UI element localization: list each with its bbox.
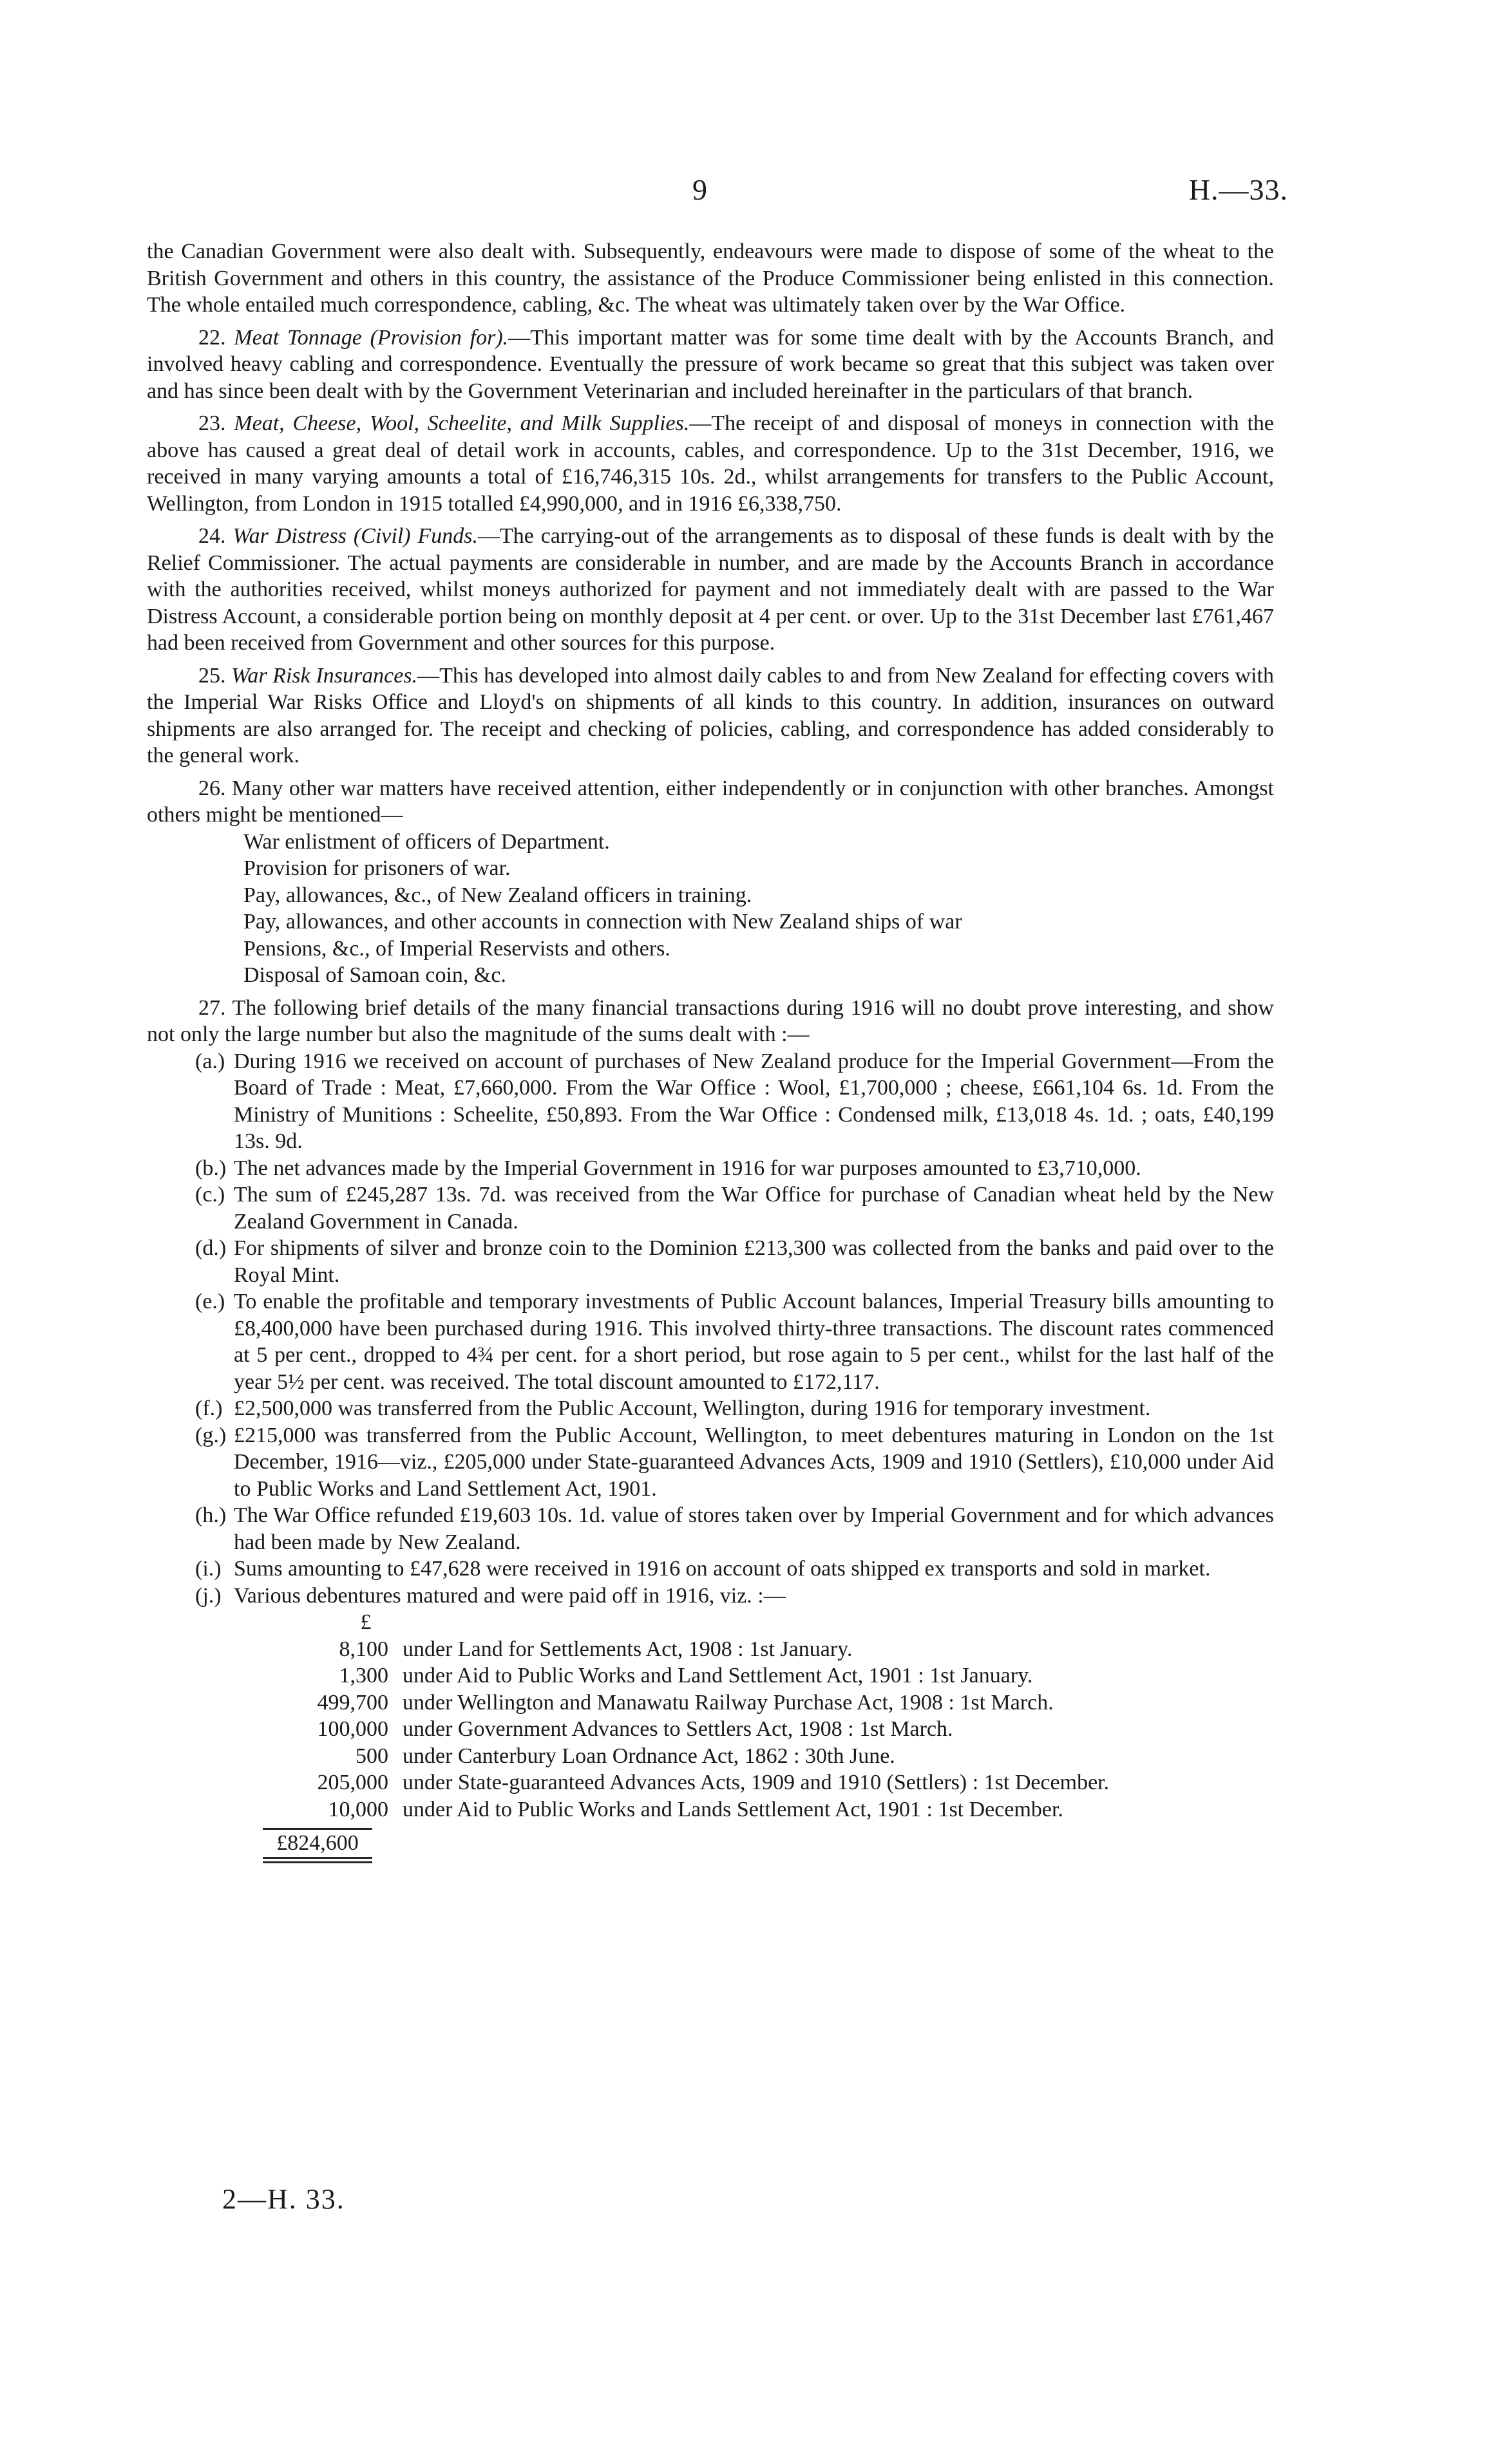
intro-paragraph: the Canadian Government were also dealt with. Subsequently, endeavours were made to dispose of some of the wheat to the British Government and others in this country, the assistance of the Produce Commissioner being enlisted in this connection. The whole entailed much correspondence, cabling, &c. The wheat was ultimately taken over by the War Office. xyxy=(147,240,1274,317)
debenture-row xyxy=(266,1716,1274,1743)
list-item: Pay, allowances, and other accounts in connection with New Zealand ships of war xyxy=(243,910,962,934)
body-text xyxy=(147,238,1274,1863)
sub-item-j xyxy=(147,1583,1274,1610)
paragraph-24 xyxy=(147,523,1274,657)
list-item: Provision for prisoners of war. xyxy=(243,856,511,880)
debenture-amount: 8,100 xyxy=(339,1637,388,1661)
debenture-currency-header xyxy=(266,1609,1274,1636)
debenture-amount: 10,000 xyxy=(328,1797,388,1821)
debenture-description: under Aid to Public Works and Lands Settlement Act, 1901 : 1st December. xyxy=(403,1797,1063,1821)
sub-item-text: To enable the profitable and temporary investments of Public Account balances, Imperial Treasury bills amounting to £8,400,000 have been purchased during 1916. This involved thirty-three transactions. The discount rates commenced at 5 per cent., dropped to 4¾ per cent. for a short period, but rose again to 5 per cent., whilst for the last half of the year 5½ per cent. was received. The total discount amounted to £172,117. xyxy=(234,1290,1274,1394)
paragraph-title: War Risk Insurances. xyxy=(231,663,418,688)
paragraph-body: —The receipt of and disposal of moneys in connection with the above has caused a great deal of detail work in accounts, cables, and correspondence. Up to the 31st December, 1916, we received in many varying amounts a total of £16,746,315 10s. 2d., whilst arrangements for transfers to the Public Account, Wellington, from London in 1915 totalled £4,990,000, and in 1916 £6,338,750. xyxy=(147,411,1274,516)
war-matters-list xyxy=(147,829,1274,989)
page-signature: 2—H. 33. xyxy=(222,2183,345,2215)
sub-item-label: (c.) xyxy=(195,1183,225,1207)
debenture-description: under Canterbury Loan Ordnance Act, 1862 : 30th June. xyxy=(403,1744,895,1768)
paragraph-number: 23. xyxy=(198,411,226,435)
debenture-row xyxy=(266,1769,1274,1796)
paragraph-25 xyxy=(147,663,1274,769)
debenture-row xyxy=(266,1743,1274,1770)
debenture-amount: 100,000 xyxy=(317,1717,388,1741)
sub-item-label: (d.) xyxy=(195,1236,227,1260)
paragraph-title: Meat Tonnage (Provision for). xyxy=(234,325,509,350)
list-item: War enlistment of officers of Department. xyxy=(243,829,610,854)
paragraph-body: —This has developed into almost daily cables to and from New Zealand for effecting covers with the Imperial War Risks Office and Lloyd's on shipments of all kinds to this country. In addition, insurances on outward shipments are also arranged for. The receipt and checking of policies, cabling, and correspondence has added considerably to the general work. xyxy=(147,663,1274,767)
debenture-amount: 205,000 xyxy=(317,1771,388,1794)
document-code: H.—33. xyxy=(1188,173,1288,206)
page-header xyxy=(0,173,1491,218)
sub-item-d xyxy=(147,1235,1274,1288)
debenture-description: under State-guaranteed Advances Acts, 1909 and 1910 (Settlers) : 1st December. xyxy=(403,1771,1110,1794)
sub-item-label: (a.) xyxy=(195,1049,225,1073)
sub-item-label: (b.) xyxy=(195,1156,227,1180)
debenture-row xyxy=(266,1636,1274,1663)
list-item: Pensions, &c., of Imperial Reservists and others. xyxy=(243,936,670,961)
paragraph-26: 26. Many other war matters have received attention, either independently or in conjunction with other branches. Amongst others might be mentioned— xyxy=(147,776,1274,827)
paragraph-body: —The carrying-out of the arrangements as to disposal of these funds is dealt with by the Relief Commissioner. The actual payments are considerable in number, and are made by the Accounts Branch in accordance with the authorities received, whilst moneys authorized for payment and not immediately dealt with are passed to the War Distress Account, a considerable portion being on monthly deposit at 4 per cent. or over. Up to the 31st December last £761,467 had been received from Government and other sources for this purpose. xyxy=(147,524,1275,655)
sub-item-label: (f.) xyxy=(195,1397,223,1420)
sub-item-text: £215,000 was transferred from the Public Account, Wellington, to meet debentures maturing in London on the 1st December, 1916—viz., £205,000 under State-guaranteed Advances Acts, 1909 and 1910 (Settlers), £10,000 under Aid to Public Works and Land Settlement Act, 1901. xyxy=(234,1423,1274,1501)
list-item: Disposal of Samoan coin, &c. xyxy=(243,963,506,987)
sub-item-text: The net advances made by the Imperial Government in 1916 for war purposes amounted to £3,710,000. xyxy=(234,1156,1141,1180)
paragraph-22 xyxy=(147,324,1274,405)
list-item: Pay, allowances, &c., of New Zealand officers in training. xyxy=(243,883,752,907)
sub-item-i xyxy=(147,1556,1274,1583)
paragraph-number: 24. xyxy=(198,524,226,548)
sub-item-f xyxy=(147,1395,1274,1422)
debenture-description: under Government Advances to Settlers Act, 1908 : 1st March. xyxy=(403,1717,953,1741)
sub-item-e xyxy=(147,1288,1274,1395)
page-number: 9 xyxy=(692,173,707,206)
sub-item-text: For shipments of silver and bronze coin to the Dominion £213,300 was collected from the banks and paid over to the Royal Mint. xyxy=(234,1236,1274,1287)
paragraph-body: —This important matter was for some time dealt with by the Accounts Branch, and involved heavy cabling and correspondence. Eventually the pressure of work became so great that this subject was taken over and has since been dealt with by the Government Veterinarian and included hereinafter in the particulars of that branch. xyxy=(147,325,1275,403)
debenture-description: under Land for Settlements Act, 1908 : 1st January. xyxy=(403,1637,853,1661)
paragraph-27: 27. The following brief details of the many financial transactions during 1916 will no doubt prove interesting, and show not only the large number but also the magnitude of the sums dealt with :— xyxy=(147,995,1274,1046)
debenture-description: under Wellington and Manawatu Railway Purchase Act, 1908 : 1st March. xyxy=(403,1690,1054,1715)
total-double-rule xyxy=(263,1857,372,1863)
debenture-row xyxy=(266,1796,1274,1823)
paragraph-title: Meat, Cheese, Wool, Scheelite, and Milk Supplies. xyxy=(234,411,690,435)
currency-symbol: £ xyxy=(360,1610,372,1634)
debenture-row xyxy=(266,1662,1274,1689)
sub-item-label: (j.) xyxy=(195,1583,222,1608)
paragraph-number: 22. xyxy=(198,325,226,350)
sub-item-b xyxy=(147,1155,1274,1182)
sub-item-g xyxy=(147,1422,1274,1503)
debenture-description: under Aid to Public Works and Land Settlement Act, 1901 : 1st January. xyxy=(403,1664,1033,1688)
sub-item-label: (i.) xyxy=(195,1557,222,1581)
sub-item-text: The sum of £245,287 13s. 7d. was received from the War Office for purchase of Canadian wheat held by the New Zealand Government in Canada. xyxy=(234,1183,1274,1234)
sub-item-text: The War Office refunded £19,603 10s. 1d. value of stores taken over by Imperial Government and for which advances had been made by New Zealand. xyxy=(234,1503,1274,1554)
debenture-amount: 499,700 xyxy=(317,1690,388,1715)
debenture-amount: 1,300 xyxy=(339,1664,388,1688)
sub-item-text: £2,500,000 was transferred from the Public Account, Wellington, during 1916 for temporary investment. xyxy=(234,1397,1151,1420)
sub-item-label: (h.) xyxy=(195,1503,227,1527)
debenture-total: £824,600 xyxy=(276,1831,359,1855)
sub-item-label: (e.) xyxy=(195,1290,225,1313)
debenture-row xyxy=(266,1689,1274,1716)
debenture-amount: 500 xyxy=(356,1744,388,1768)
debenture-table xyxy=(147,1609,1274,1823)
sub-item-label: (g.) xyxy=(195,1423,227,1447)
paragraph-23 xyxy=(147,410,1274,517)
paragraph-title: War Distress (Civil) Funds. xyxy=(233,524,478,548)
sub-item-text: Sums amounting to £47,628 were received in 1916 on account of oats shipped ex transports and sold in market. xyxy=(234,1557,1211,1581)
paragraph-number: 25. xyxy=(198,663,226,688)
sub-item-text: Various debentures matured and were paid off in 1916, viz. :— xyxy=(234,1583,786,1608)
sub-item-h xyxy=(147,1502,1274,1556)
sub-item-a xyxy=(147,1048,1274,1155)
sub-item-text: During 1916 we received on account of purchases of New Zealand produce for the Imperial Government—From the Board of Trade : Meat, £7,660,000. From the War Office : Wool, £1,700,000 ; cheese, £661,104 6s. 1d. From the Ministry of Munitions : Scheelite, £50,893. From the War Office : Condensed milk, £13,018 4s. 1d. ; oats, £40,199 13s. 9d. xyxy=(234,1049,1274,1153)
sub-item-c xyxy=(147,1181,1274,1235)
